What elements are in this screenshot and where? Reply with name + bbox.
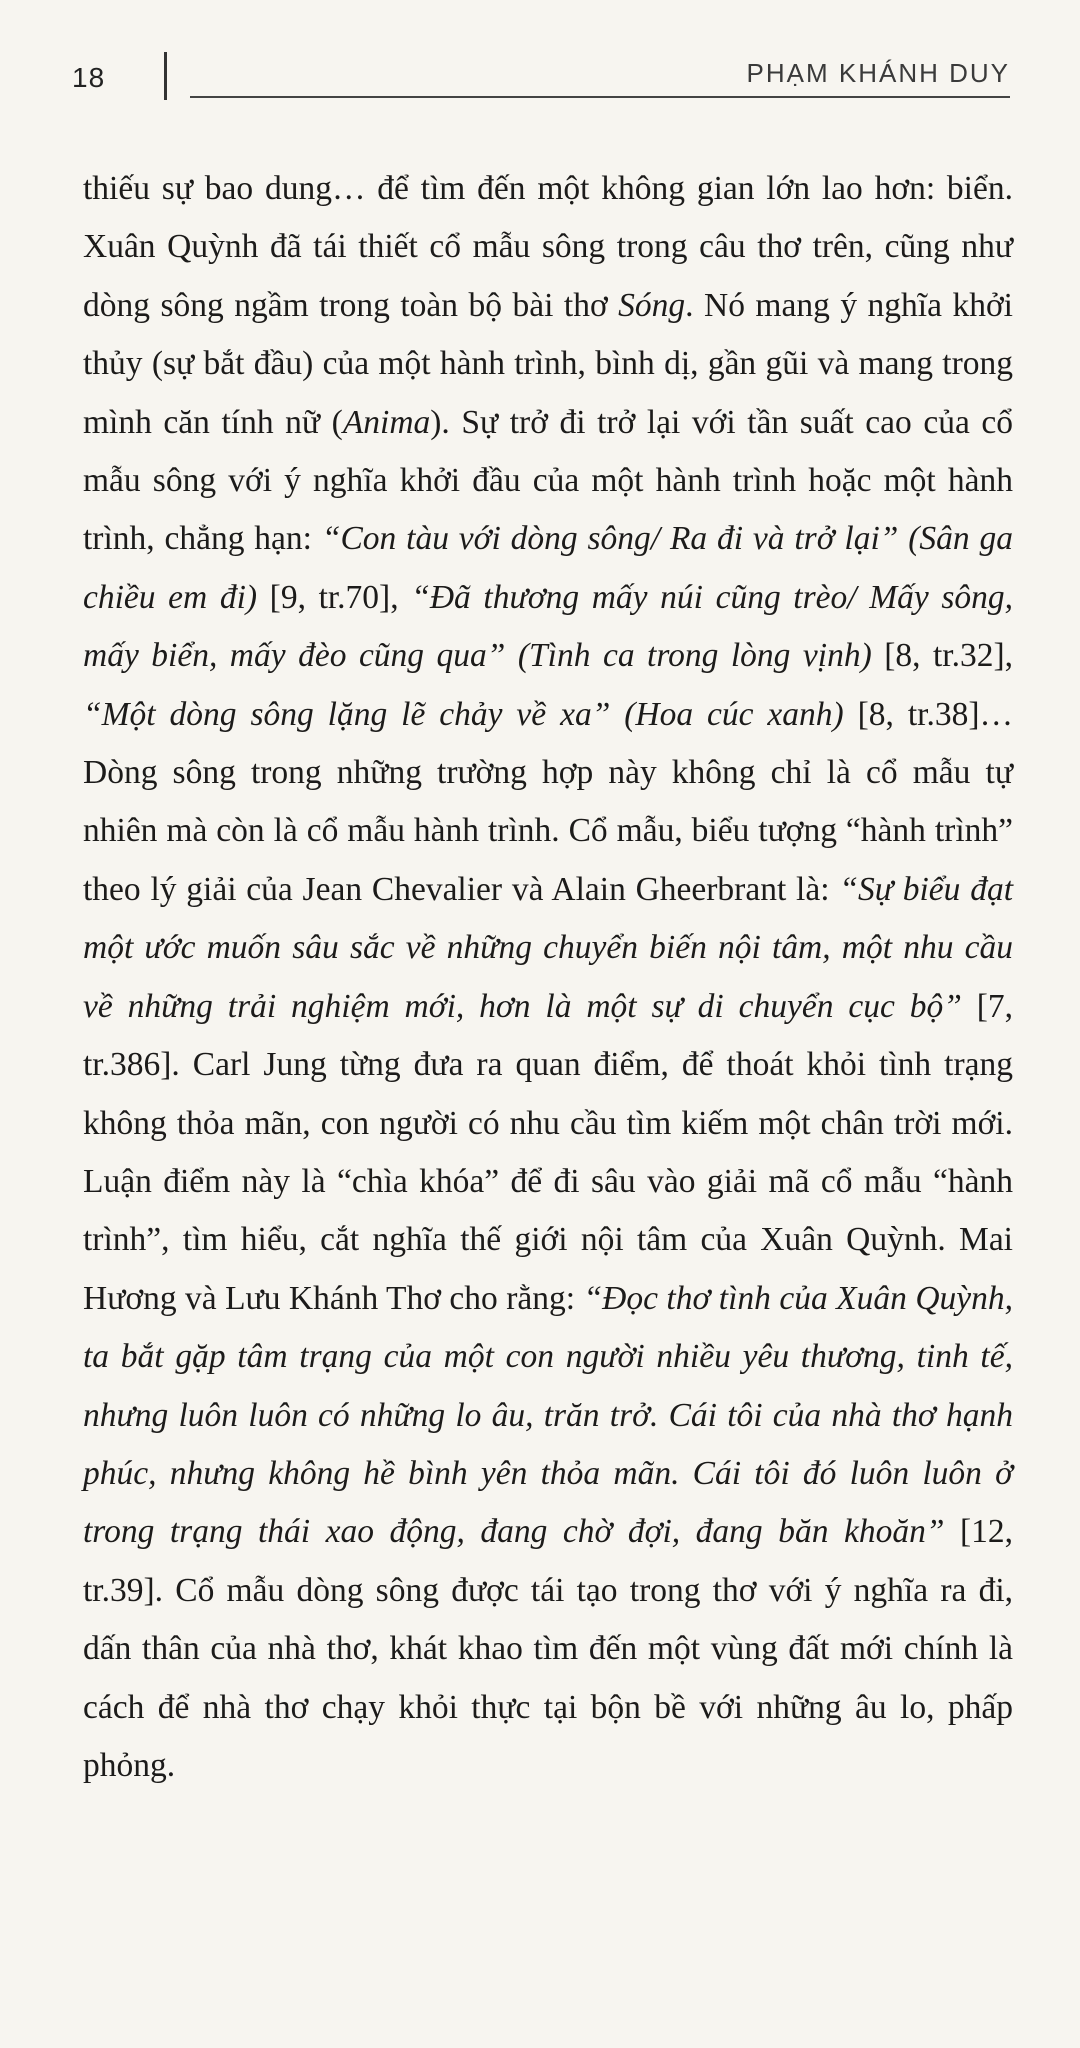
italic-quote: “Đọc thơ tình của Xuân Quỳnh, ta bắt gặp tâm trạng của một con người nhiều yêu thương, tinh tế, nhưng luôn luôn có những lo âu, trăn trở. Cái tôi của nhà thơ hạnh phúc, nhưng không hề bình yên thỏa mãn. Cái tôi đó luôn luôn ở trong trạng thái xao động, đang chờ đợi, đang băn khoăn” <box>83 1279 1014 1551</box>
text-segment: [8, tr.38]… Dòng sông trong những trường hợp này không chỉ là cổ mẫu tự nhiên mà còn là cổ mẫu hành trình. Cổ mẫu, biểu tượng “hành trình” theo lý giải của Jean Chevalier và Alain Gheerbrant là: <box>83 695 1013 908</box>
running-title: PHẠM KHÁNH DUY <box>746 58 1010 88</box>
page-number: 18 <box>72 62 106 93</box>
italic-quote: “Đã thương mấy núi cũng trèo/ Mấy sông, mấy biển, mấy đèo cũng qua” (Tình ca trong lòng vịnh) <box>83 578 1013 675</box>
italic-quote: “Con tàu với dòng sông/ Ra đi và trở lại” (Sân ga chiều em đi) <box>83 520 1013 616</box>
page-header <box>72 58 1010 106</box>
paragraph <box>83 160 1013 1795</box>
text-segment: ). Sự trở đi trở lại với tần suất cao của cổ mẫu sông với ý nghĩa khởi đầu của một hành trình hoặc một hành trình, chẳng hạn: <box>83 403 1013 558</box>
italic-segment: Sóng <box>618 286 686 324</box>
text-segment: . Nó mang ý nghĩa khởi thủy (sự bắt đầu) của một hành trình, bình dị, gần gũi và mang trong mình căn tính nữ ( <box>83 286 1013 441</box>
citation: [8, tr.32], <box>871 637 1013 675</box>
italic-quote: “Sự biểu đạt một ước muốn sâu sắc về những chuyển biến nội tâm, một nhu cầu về những trải nghiệm mới, hơn là một sự di chuyển cục bộ” <box>83 870 1013 1025</box>
text-segment: thiếu sự bao dung… để tìm đến một không gian lớn lao hơn: biển. Xuân Quỳnh đã tái thiết cổ mẫu sông trong câu thơ trên, cũng như dòng sông ngầm trong toàn bộ bài thơ <box>83 170 1013 324</box>
citation: [9, tr.70], <box>257 578 412 616</box>
body-text <box>83 160 1013 1795</box>
italic-quote: “Một dòng sông lặng lẽ chảy về xa” (Hoa cúc xanh) <box>83 695 844 733</box>
text-segment: [7, tr.386]. Carl Jung từng đưa ra quan điểm, để thoát khỏi tình trạng không thỏa mãn, con người có nhu cầu tìm kiếm một chân trời mới. Luận điểm này là “chìa khóa” để đi sâu vào giải mã cổ mẫu “hành trình”, tìm hiểu, cắt nghĩa thế giới nội tâm của Xuân Quỳnh. Mai Hương và Lưu Khánh Thơ cho rằng: <box>83 987 1014 1317</box>
header-separator <box>164 52 167 100</box>
text-segment: [12, tr.39]. Cổ mẫu dòng sông được tái tạo trong thơ với ý nghĩa ra đi, dấn thân của nhà thơ, khát khao tìm đến một vùng đất mới chính là cách để nhà thơ chạy khỏi thực tại bộn bề với những âu lo, phấp phỏng. <box>83 1513 1013 1784</box>
header-rule <box>190 96 1010 98</box>
italic-segment: Anima <box>342 403 431 441</box>
